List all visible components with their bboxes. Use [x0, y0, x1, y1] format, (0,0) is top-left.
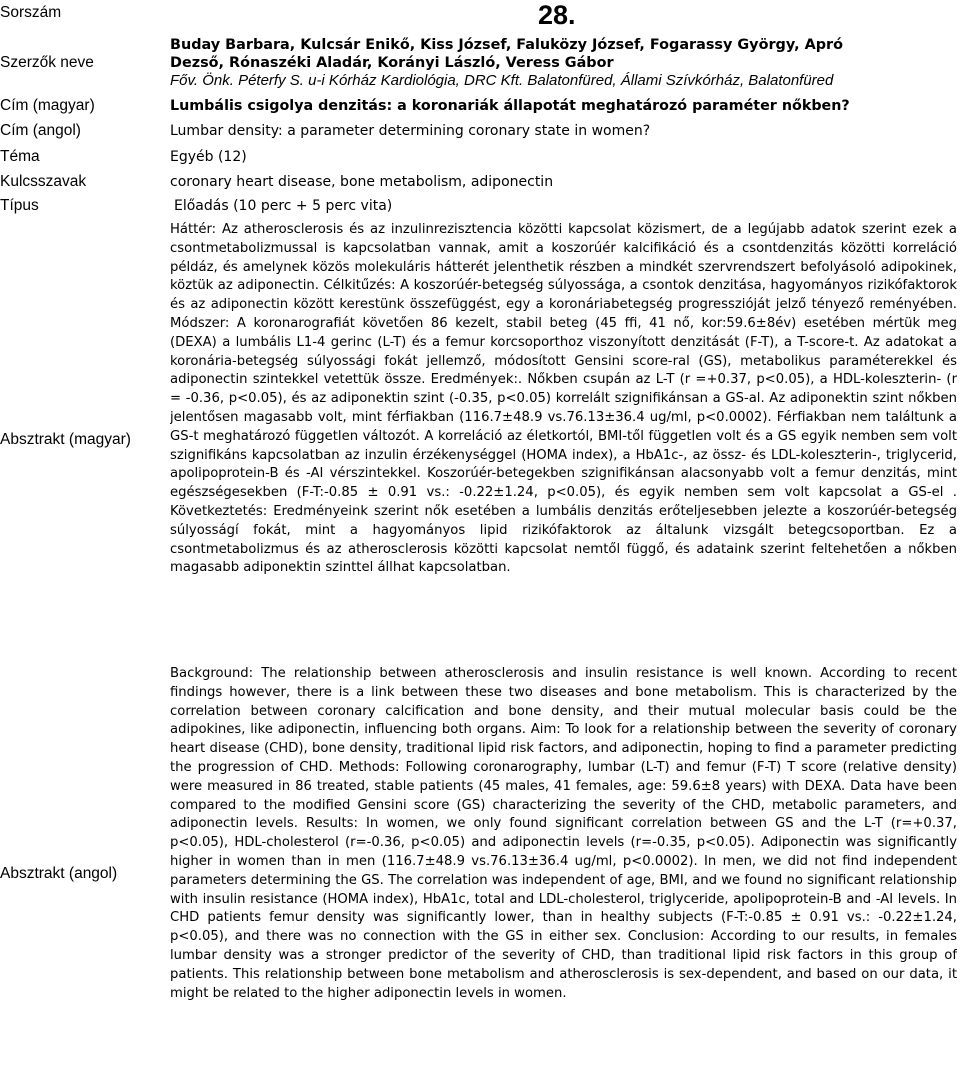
- label-title-en: Cím (angol): [0, 122, 81, 139]
- label-topic: Téma: [0, 148, 40, 165]
- title-english: Lumbar density: a parameter determining coronary state in women?: [170, 123, 651, 139]
- label-title-hu: Cím (magyar): [0, 97, 95, 114]
- authors-line-2: Dezső, Rónaszéki Aladár, Korányi László, Veress Gábor: [170, 55, 614, 71]
- authors-line-1: Buday Barbara, Kulcsár Enikő, Kiss József, Faluközy József, Fogarassy György, Apró: [170, 37, 844, 53]
- label-keywords: Kulcsszavak: [0, 173, 87, 190]
- label-authors: Szerzők neve: [0, 54, 94, 71]
- title-hungarian: Lumbális csigolya denzitás: a koronariák állapotát meghatározó paraméter nőkben?: [170, 98, 850, 114]
- label-type: Típus: [0, 197, 39, 214]
- label-sorszam: Sorszám: [0, 4, 62, 21]
- abstract-english: Background: The relationship between atherosclerosis and insulin resistance is well known. According to recent findings however, there is a link between these two diseases and bone metabolism. This is characterized by the correlation between coronary calcification and bone density, and their mutual molecular basis could be the adipokines, like adiponectin, influencing both organs. Aim: To look for a relationship between the severity of coronary heart disease (CHD), bone density, traditional lipid risk factors, and adiponectin, hoping to find a parameter predicting the progression of CHD. Methods: Following coronarography, lumbar (L-T) and femur (F-T) T score (relative density) were measured in 86 treated, stable patients (45 males, 41 females, age: 59.6±8 years) with DEXA. Data have been compared to the modified Gensini score (GS) characterizing the severity of the CHD, metabolic parameters, and adiponectin levels. Results: In women, we only found significant correlation between GS and the L-T (r=+0.37, p<0.05), HDL-cholesterol (r=-0.36, p<0.05) and adiponectin levels (r=-0.35, p<0.05). Adiponectin was significantly higher in women than in men (116.7±48.9 vs.76.13±36.4 ug/ml, p<0.0002). In men, we did not find independent parameters determining the GS. The correlation was independent of age, BMI, and we found no significant relationship with insulin resistance (HOMA index), HbA1c, total and LDL-cholesterol, triglyceride, apolipoprotein-B and -AI levels. In CHD patients femur density was significantly lower, than in healthy subjects (F-T:-0.85 ± 0.91 vs.: -0.22±1.24, p<0.05), and there was no connection with the GS in either sex. Conclusion: According to our results, in females lumbar density was a stronger predictor of the severity of CHD, than traditional lipid risk factors in this group of patients. This relationship between bone metabolism and atherosclerosis is sex-dependent, and based on our data, it might be related to the higher adiponectin levels in women.: [170, 666, 957, 1001]
- keywords-value: coronary heart disease, bone metabolism, adiponectin: [170, 174, 554, 190]
- label-abstract-en: Absztrakt (angol): [0, 865, 118, 882]
- abstract-hungarian: Háttér: Az atherosclerosis és az inzulinrezisztencia közötti kapcsolat közismert, de a legújabb adatok szerint ezek a csontmetabolizmussal is kapcsolatban vannak, amit a koszorúér kalcifikáció és a csontdenzitás közötti korreláció példáz, és amelynek közös molekuláris hátterét jelenthetik részben a mindkét szervrendszert befolyásoló adipokinek, köztük az adiponectin. Célkitűzés: A koszorúér-betegség súlyossága, a csontok denzitása, hagyományos rizikófaktorok és az adiponectin között kerestünk összefüggést, egy a koronáriabetegség progresszióját jelző tényező reményében. Módszer: A koronarografiát követően 86 kezelt, stabil beteg (45 ffi, 41 nő, kor:59.6±8év) esetében mértük meg (DEXA) a lumbális L1-4 gerinc (L-T) és a femur korcsoporthoz viszonyított denzitását (F-T), a T-score-t. Az adatokat a koronária-betegség súlyossági fokát jellemző, módosított Gensini score-ral (GS), metabolikus paraméterekkel és adiponectin szintekkel vetettük össze. Eredmények:. Nőkben csupán az L-T (r =+0.37, p<0.05), a HDL-koleszterin- (r = -0.36, p<0.05), és az adiponektin szint (-0.35, p<0.05) korrelált szignifikánsan a GS-al. Az adiponektin szint nőkben jelentősen magasabb volt, mint férfiakban (116.7±48.9 vs.76.13±36.4 ug/ml, p<0.0002). Férfiakban nem találtunk a GS-t meghatározó független változót. A korreláció az életkortól, BMI-től független volt és a GS egyik nemben sem volt szignifikáns kapcsolatban az inzulin érzékenységgel (HOMA index), a HbA1c-, az össz- és LDL-koleszterin-, triglycerid, apolipoprotein-B és -AI vérszintekkel. Koszorúér-betegekben szignifikánsan alacsonyabb volt a femur denzitás, mint egészségesekben (F-T:-0.85 ± 0.91 vs.: -0.22±1.24, p<0.05), és egyik nemben sem volt kapcsolat a GS-el . Következtetés: Eredményeink szerint nők esetében a lumbális denzitás erőteljesebben jelezte a koszorúér-betegség súlyosságí fokát, mint a hagyományos lipid rizikófaktorok az általunk vizsgált betegcsoportban. Ez a csontmetabolizmus és az atherosclerosis közötti kapcsolat nemtől függő, és adataink szerint feltehetően a nőkben magasabb adiponektin szinttel állhat kapcsolatban.: [170, 222, 957, 576]
- topic-value: Egyéb (12): [170, 149, 247, 165]
- label-abstract-hu: Absztrakt (magyar): [0, 431, 131, 448]
- affiliation: Főv. Önk. Péterfy S. u-i Kórház Kardiológia, DRC Kft. Balatonfüred, Állami Szívkórház, Balatonfüred: [170, 72, 834, 89]
- serial-number: 28.: [538, 0, 576, 30]
- type-value: Előadás (10 perc + 5 perc vita): [174, 198, 393, 214]
